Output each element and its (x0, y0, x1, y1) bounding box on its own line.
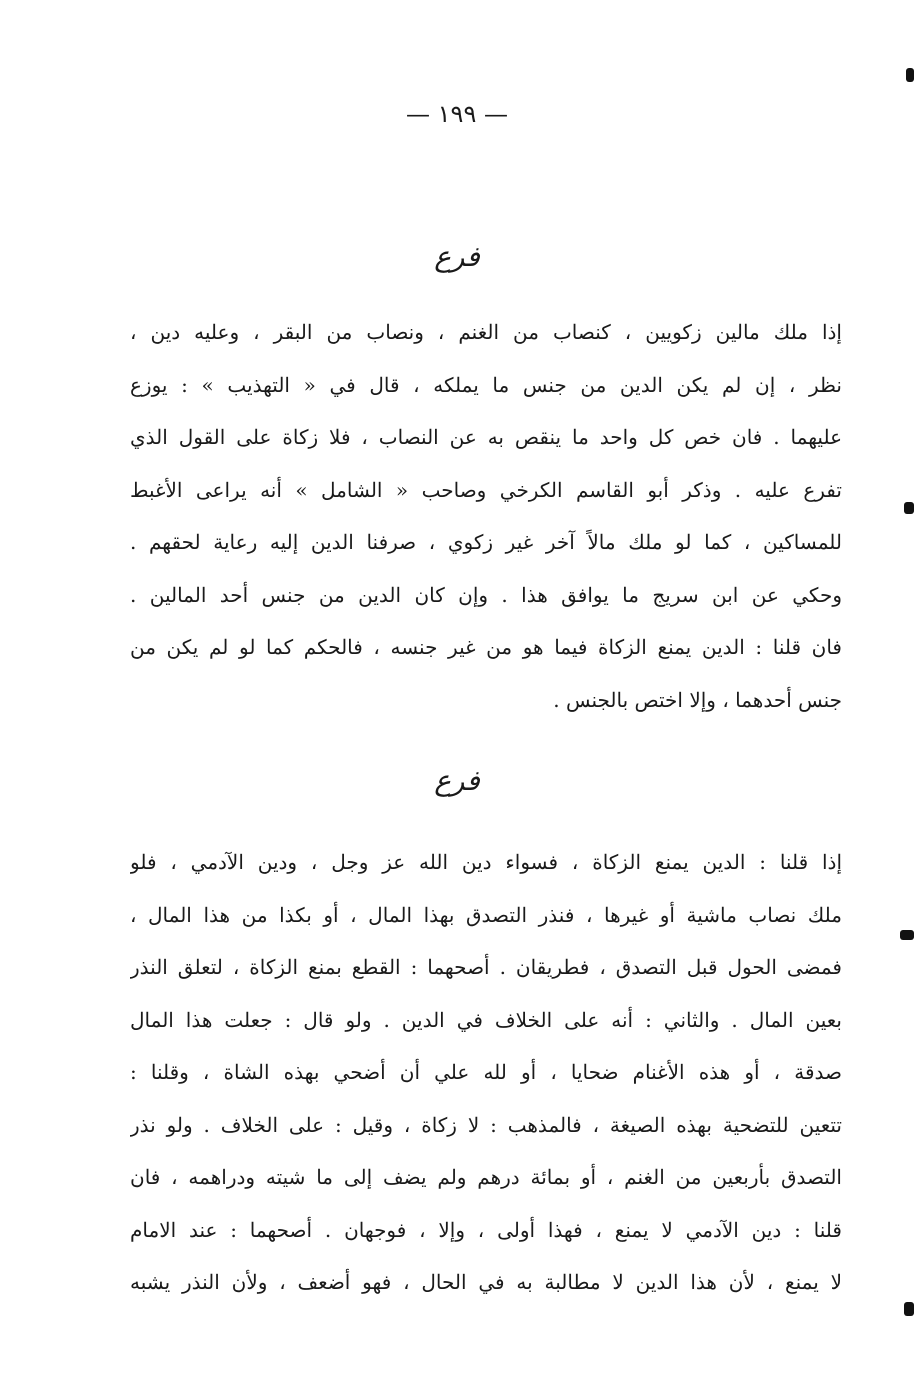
text-line: فمضى الحول قبل التصدق ، فطريقان . أصحهما : القطع بمنع الزكاة ، لتعلق النذر (130, 955, 842, 979)
text-line: قلنا : دين الآدمي لا يمنع ، فهذا أولى ، وإلا ، فوجهان . أصحهما : عند الامام (130, 1217, 842, 1242)
text-line: تتعين للتضحية بهذه الصيغة ، فالمذهب : لا زكاة ، وقيل : على الخلاف . ولو نذر (130, 1112, 842, 1137)
text-line: ملك نصاب ماشية أو غيرها ، فنذر التصدق بهذا المال ، أو بكذا من هذا المال ، (130, 902, 842, 927)
margin-mark (904, 1302, 914, 1316)
margin-mark (900, 930, 914, 940)
text-line: لا يمنع ، لأن هذا الدين لا مطالبة به في الحال ، فهو أضعف ، ولأن النذر يشبه (130, 1270, 842, 1294)
section-heading: فرع (434, 764, 480, 797)
section-heading: فرع (434, 240, 480, 273)
text-line: جنس أحدهما ، وإلا اختص بالجنس . (553, 687, 842, 712)
margin-mark (904, 502, 914, 514)
text-line: نظر ، إن لم يكن الدين من جنس ما يملكه ، قال في « التهذيب » : يوزع (130, 372, 842, 397)
section-body (130, 306, 842, 726)
text-line: إذا ملك مالين زكويين ، كنصاب من الغنم ، ونصاب من البقر ، وعليه دين ، (130, 320, 842, 344)
margin-mark (906, 68, 914, 82)
text-line: فان قلنا : الدين يمنع الزكاة فيما هو من غير جنسه ، فالحكم كما لو لم يكن من (130, 635, 842, 659)
text-line: عليهما . فان خص كل واحد ما ينقص به عن النصاب ، فلا زكاة على القول الذي (130, 425, 842, 449)
text-line: تفرع عليه . وذكر أبو القاسم الكرخي وصاحب « الشامل » أنه يراعى الأغبط (130, 477, 842, 502)
section-body (130, 836, 842, 1309)
text-line: وحكي عن ابن سريج ما يوافق هذا . وإن كان الدين من جنس أحد المالين . (130, 582, 842, 607)
text-line: إذا قلنا : الدين يمنع الزكاة ، فسواء دين الله عز وجل ، ودين الآدمي ، فلو (130, 850, 842, 874)
text-line: للمساكين ، كما لو ملك مالاً آخر غير زكوي ، صرفنا الدين إليه رعاية لحقهم . (130, 530, 842, 554)
text-line: بعين المال . والثاني : أنه على الخلاف في الدين . ولو قال : جعلت هذا المال (130, 1007, 842, 1032)
page-number: — ١٩٩ — (406, 100, 508, 128)
text-line: صدقة ، أو هذه الأغنام ضحايا ، أو لله علي أن أضحي بهذه الشاة ، وقلنا : (130, 1060, 842, 1084)
text-line: التصدق بأربعين من الغنم ، أو بمائة درهم ولم يضف إلى ما شيته ودراهمه ، فان (130, 1165, 842, 1189)
